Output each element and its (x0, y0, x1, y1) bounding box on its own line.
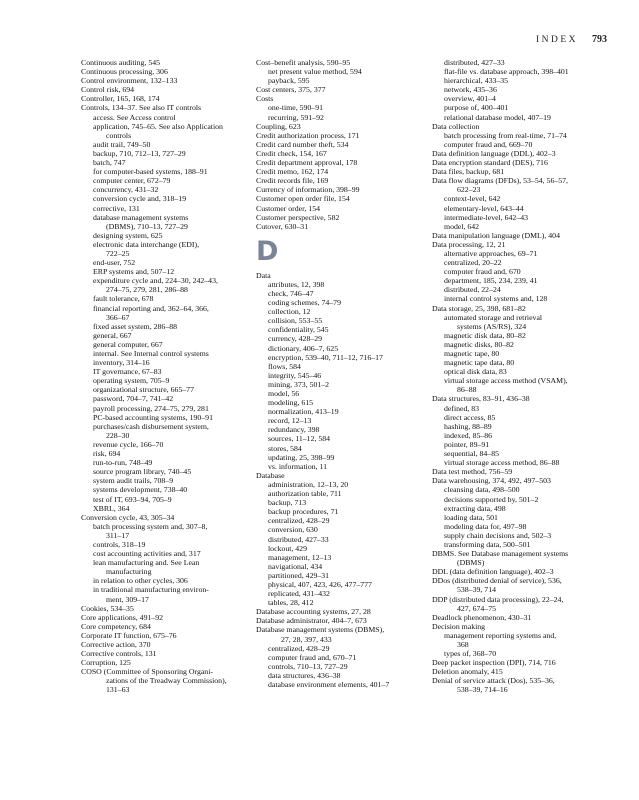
index-subentry: database environment elements, 401–7 (268, 680, 390, 689)
index-subentry: batch processing system and, 307–8, (93, 521, 208, 531)
index-entry: Cookies, 534–35 (81, 603, 134, 613)
index-subentry: PC-based accounting systems, 190–91 (93, 412, 213, 422)
index-subentry: purchases/cash disbursement system, (93, 421, 209, 431)
index-subentry: relational database model, 407–19 (444, 112, 551, 122)
running-head-title: INDEX (535, 35, 578, 45)
index-subentry: system audit trails, 708–9 (93, 476, 174, 486)
index-subentry: optical disk data, 83 (444, 367, 507, 377)
index-subentry: 131–63 (106, 685, 130, 695)
index-subentry: magnetic disk data, 80–82 (444, 330, 526, 340)
index-subentry: check, 746–47 (268, 288, 314, 298)
index-entry: Cost–benefit analysis, 590–95 (256, 58, 351, 67)
index-subentry: 538–39, 714 (457, 585, 496, 595)
index-entry: DDP (distributed data processing), 22–24, (432, 594, 564, 604)
index-entry: Corrective action, 370 (81, 640, 151, 649)
index-subentry: access. See Access control (93, 112, 176, 122)
index-entry: Database (256, 470, 285, 480)
section-letter: D (256, 235, 279, 267)
index-subentry: in traditional manufacturing environ- (93, 585, 209, 595)
index-subentry: risk, 694 (93, 449, 121, 459)
index-subentry: coding schemes, 74–79 (268, 298, 341, 308)
index-subentry: defined, 83 (444, 403, 480, 413)
index-entry: Data storage, 25, 398, 681–82 (432, 303, 526, 313)
index-subentry: vs. information, 11 (268, 461, 328, 471)
index-subentry: types of, 368–70 (444, 649, 497, 659)
index-entry: DBMS. See Database management systems (432, 549, 569, 559)
index-subentry: centralized, 428–29 (268, 516, 330, 526)
index-entry: DDos (distributed denial of service), 536, (432, 576, 562, 586)
index-subentry: 366–67 (106, 312, 130, 322)
index-entry: Credit memo, 162, 174 (256, 167, 329, 177)
index-subentry: database management systems (93, 212, 189, 222)
index-entry: Corruption, 125 (81, 658, 131, 668)
index-entry: Credit authorization process, 171 (256, 130, 360, 140)
index-subentry: organizational structure, 665–77 (93, 385, 194, 395)
index-subentry: intermediate-level, 642–43 (444, 212, 529, 222)
index-subentry: expenditure cycle and, 224–30, 242–43, (93, 276, 218, 286)
index-subentry: run-to-run, 748–49 (93, 458, 153, 468)
index-subentry: transforming data, 500–501 (444, 539, 531, 549)
index-entry: Currency of information, 398–99 (256, 185, 360, 195)
index-subentry: magnetic tape, 80 (444, 349, 500, 358)
index-subentry: supply chain decisions and, 502–3 (444, 530, 552, 540)
index-subentry: computer center, 672–79 (93, 176, 171, 186)
index-entry: Decision making (432, 621, 486, 631)
index-subentry: confidentiality, 545 (268, 325, 329, 335)
index-entry: Denial of service attack (Dos), 535–36, (432, 676, 555, 686)
index-subentry: end-user, 752 (93, 258, 136, 268)
index-subentry: modeling data for, 497–98 (444, 521, 527, 531)
index-subentry: revenue cycle, 166–70 (93, 439, 164, 449)
index-subentry: cost accounting activities and, 317 (93, 549, 201, 559)
index-subentry: network, 435–36 (444, 85, 497, 95)
index-entry: DDL (data definition language), 402–3 (432, 567, 554, 577)
index-subentry: computer fraud and, 670 (444, 267, 521, 277)
index-subentry: concurrency, 431–32 (93, 185, 159, 195)
index-subentry: 538–39, 714–16 (457, 685, 508, 695)
index-subentry: model, 56 (268, 389, 300, 398)
index-subentry: flat-file vs. database approach, 398–401 (444, 67, 569, 77)
index-column-2-bottom (256, 271, 428, 689)
index-subentry: operating system, 705–9 (93, 376, 170, 386)
index-subentry: redundancy, 398 (268, 425, 320, 435)
index-subentry: dictionary, 406–7, 625 (268, 343, 339, 353)
index-entry: Data files, backup, 681 (432, 167, 505, 177)
index-subentry: 368 (457, 640, 469, 649)
index-column-2 (256, 58, 428, 689)
index-entry: Customer open order file, 154 (256, 194, 350, 204)
index-subentry: cleansing data, 498–500 (444, 485, 520, 495)
index-entry: Data definition language (DDL), 402–3 (432, 148, 556, 158)
index-subentry: authorization table, 711 (268, 489, 342, 499)
index-subentry: overview, 401–4 (444, 94, 496, 104)
index-subentry: collection, 12 (268, 307, 311, 317)
index-subentry: conversion cycle and, 318–19 (93, 194, 187, 204)
index-subentry: currency, 428–29 (268, 334, 323, 344)
index-entry: Credit department approval, 178 (256, 158, 358, 168)
index-subentry: loading data, 501 (444, 512, 498, 522)
index-subentry: stores, 584 (268, 443, 302, 453)
index-subentry: data structures, 436–38 (268, 670, 341, 680)
index-subentry: systems (AS/RS), 324 (457, 321, 527, 331)
index-subentry: flows, 584 (268, 361, 301, 371)
index-entry: Control risk, 694 (81, 85, 135, 95)
index-subentry: IT governance, 67–83 (93, 367, 162, 377)
index-subentry: ment, 309–17 (106, 594, 149, 604)
index-subentry: physical, 407, 423, 426, 477–777 (268, 579, 372, 589)
index-subentry: 722–25 (106, 248, 130, 258)
page-number: 793 (592, 34, 607, 45)
index-subentry: 427, 674–75 (457, 603, 496, 613)
index-subentry: distributed, 427–33 (444, 58, 505, 67)
index-entry: Data flow diagrams (DFDs), 53–54, 56–57, (432, 176, 568, 186)
index-subentry: backup, 710, 712–13, 727–29 (93, 148, 186, 158)
index-subentry: context-level, 642 (444, 194, 501, 204)
index-subentry: partitioned, 429–31 (268, 570, 330, 580)
index-subentry: decisions supported by, 501–2 (444, 494, 539, 504)
index-subentry: test of IT, 693–94, 705–9 (93, 494, 172, 504)
index-entry: Credit records file, 169 (256, 176, 329, 186)
index-subentry: (DBMS) (457, 558, 485, 568)
index-subentry: payback, 595 (268, 76, 310, 86)
index-subentry: alternative approaches, 69–71 (444, 248, 538, 258)
index-column-2-top (256, 58, 428, 231)
index-subentry: 27, 28, 397, 433 (281, 634, 332, 644)
index-column-3 (432, 58, 608, 695)
index-subentry: distributed, 427–33 (268, 534, 329, 544)
index-subentry: integrity, 545–46 (268, 370, 322, 380)
index-entry: Data encryption standard (DES), 716 (432, 158, 548, 168)
index-subentry: recurring, 591–92 (268, 112, 324, 122)
index-subentry: virtual storage access method, 86–88 (444, 458, 560, 468)
index-subentry: source program library, 740–45 (93, 467, 192, 477)
index-subentry: computer fraud and, 669–70 (444, 139, 533, 149)
index-subentry: sources, 11–12, 584 (268, 434, 331, 444)
index-subentry: magnetic disks, 80–82 (444, 339, 514, 349)
index-subentry: direct access, 85 (444, 412, 496, 422)
index-subentry: centralized, 428–29 (268, 643, 330, 653)
index-entry: Deadlock phenomenon, 430–31 (432, 612, 532, 622)
index-subentry: 622–23 (457, 185, 481, 195)
index-entry: Continuous auditing, 545 (81, 58, 161, 67)
index-subentry: internal control systems and, 128 (444, 294, 548, 304)
index-subentry: fault tolerance, 678 (93, 294, 154, 304)
index-subentry: conversion, 630 (268, 525, 318, 535)
index-subentry: sequential, 84–85 (444, 449, 500, 459)
index-subentry: financial reporting and, 362–64, 366, (93, 303, 209, 313)
index-subentry: batch processing from real-time, 71–74 (444, 130, 567, 140)
index-entry: Coupling, 623 (256, 121, 301, 131)
index-entry: Core applications, 491–92 (81, 612, 164, 622)
index-entry: Database accounting systems, 27, 28 (256, 607, 371, 617)
index-subentry: attributes, 12, 398 (268, 279, 325, 289)
index-subentry: updating, 25, 398–99 (268, 452, 335, 462)
index-entry: Control environment, 132–133 (81, 76, 178, 86)
index-subentry: distributed, 22–24 (444, 285, 501, 295)
index-entry: Data processing, 12, 21 (432, 239, 506, 249)
index-subentry: backup procedures, 71 (268, 507, 339, 517)
index-entry: Corporate IT function, 675–76 (81, 630, 177, 640)
index-subentry: fixed asset system, 286–88 (93, 321, 178, 331)
index-entry: Database administrator, 404–7, 673 (256, 616, 367, 626)
index-subentry: hashing, 88–89 (444, 421, 492, 431)
index-subentry: backup, 713 (268, 498, 307, 508)
index-subentry: application, 745–65. See also Application (93, 121, 223, 131)
index-subentry: zations of the Treadway Commission), (106, 676, 227, 686)
index-subentry: in relation to other cycles, 306 (93, 576, 188, 586)
index-subentry: elementary-level, 643–44 (444, 203, 524, 213)
index-subentry: department, 185, 234, 239, 41 (444, 276, 538, 286)
index-subentry: internal. See Internal control systems (93, 349, 209, 358)
index-subentry: administration, 12–13, 20 (268, 479, 349, 489)
index-subentry: computer fraud and, 670–71 (268, 652, 357, 662)
index-subentry: tables, 28, 412 (268, 598, 314, 608)
index-subentry: record, 12–13 (268, 416, 312, 426)
index-subentry: for computer-based systems, 188–91 (93, 167, 208, 177)
index-subentry: mining, 373, 501–2 (268, 379, 330, 389)
index-entry: Data collection (432, 121, 480, 131)
index-entry: Data structures, 83–91, 436–38 (432, 394, 530, 404)
index-subentry: inventory, 314–16 (93, 358, 150, 368)
index-subentry: controls (106, 130, 132, 140)
index-subentry: manufacturing (106, 567, 152, 577)
index-subentry: ERP systems and, 507–12 (93, 267, 175, 277)
index-entry: Customer perspective, 582 (256, 212, 340, 222)
index-subentry: 86–88 (457, 385, 477, 395)
index-subentry: automated storage and retrieval (444, 312, 543, 322)
index-subentry: XBRL, 364 (93, 503, 130, 513)
index-entry: Cutover, 630–31 (256, 221, 309, 231)
index-subentry: batch, 747 (93, 158, 126, 168)
index-subentry: (DBMS), 710–13, 727–29 (106, 221, 188, 231)
index-entry: Database management systems (DBMS), (256, 625, 385, 635)
index-subentry: lockout, 429 (268, 543, 307, 553)
index-entry: Data test method, 756–59 (432, 467, 513, 477)
index-subentry: indexed, 85–86 (444, 430, 493, 440)
index-subentry: magnetic tape data, 80 (444, 358, 515, 368)
index-subentry: extracting data, 498 (444, 503, 506, 513)
index-entry: Controls, 134–37. See also IT controls (81, 103, 202, 113)
index-entry: Core competency, 684 (81, 621, 151, 631)
index-subentry: audit trail, 749–50 (93, 139, 151, 149)
index-entry: Controller, 165, 168, 174 (81, 94, 160, 104)
index-subentry: navigational, 434 (268, 561, 323, 571)
index-subentry: corrective, 131 (93, 203, 140, 213)
index-entry: Data manipulation language (DML), 404 (432, 230, 560, 240)
index-subentry: controls, 318–19 (93, 539, 146, 549)
index-subentry: systems development, 738–40 (93, 485, 188, 495)
index-entry: Credit check, 154, 167 (256, 148, 327, 158)
index-subentry: 228–30 (106, 430, 130, 440)
index-subentry: normalization, 413–19 (268, 407, 339, 417)
index-subentry: purpose of, 400–401 (444, 103, 509, 113)
index-entry: Corrective controls, 131 (81, 649, 157, 659)
index-subentry: designing system, 625 (93, 230, 163, 240)
index-entry: COSO (Committee of Sponsoring Organi- (81, 667, 213, 677)
index-entry: Credit card number theft, 534 (256, 139, 349, 149)
index-entry: Data (256, 270, 271, 280)
index-entry: Deep packet inspection (DPI), 714, 716 (432, 658, 556, 668)
index-subentry: 311–17 (106, 530, 130, 540)
index-subentry: 274–75, 279, 281, 286–88 (106, 285, 188, 295)
index-entry: Conversion cycle, 43, 305–34 (81, 512, 175, 522)
index-subentry: password, 704–7, 741–42 (93, 394, 174, 404)
index-subentry: controls, 710–13, 727–29 (268, 661, 348, 671)
index-subentry: model, 642 (444, 221, 480, 231)
index-subentry: management, 12–13 (268, 552, 332, 562)
index-entry: Continuous processing, 306 (81, 67, 168, 77)
index-subentry: pointer, 89–91 (444, 439, 490, 449)
index-subentry: modeling, 615 (268, 398, 314, 408)
running-head (536, 34, 607, 45)
index-subentry: hierarchical, 433–35 (444, 76, 509, 86)
index-subentry: virtual storage access method (VSAM), (444, 376, 568, 386)
index-subentry: general computer, 667 (93, 339, 163, 349)
index-subentry: encryption, 539–40, 711–12, 716–17 (268, 352, 383, 362)
index-subentry: replicated, 431–432 (268, 589, 330, 599)
index-subentry: centralized, 20–22 (444, 258, 502, 268)
index-entry: Customer order, 154 (256, 203, 321, 213)
index-subentry: general, 667 (93, 330, 132, 340)
index-subentry: net present value method, 594 (268, 67, 362, 77)
index-column-1 (81, 58, 251, 695)
index-subentry: electronic data interchange (EDI), (93, 239, 200, 249)
index-entry: Data warehousing, 374, 492, 497–503 (432, 476, 551, 486)
index-subentry: payroll processing, 274–75, 279, 281 (93, 403, 209, 413)
index-subentry: lean manufacturing and. See Lean (93, 558, 200, 568)
index-subentry: collision, 553–55 (268, 316, 323, 326)
index-entry: Costs (256, 94, 274, 104)
index-subentry: one-time, 590–91 (268, 103, 324, 113)
index-entry: Cost centers, 375, 377 (256, 85, 326, 95)
index-subentry: management reporting systems and, (444, 630, 557, 640)
index-entry: Deletion anomaly, 415 (432, 667, 503, 677)
